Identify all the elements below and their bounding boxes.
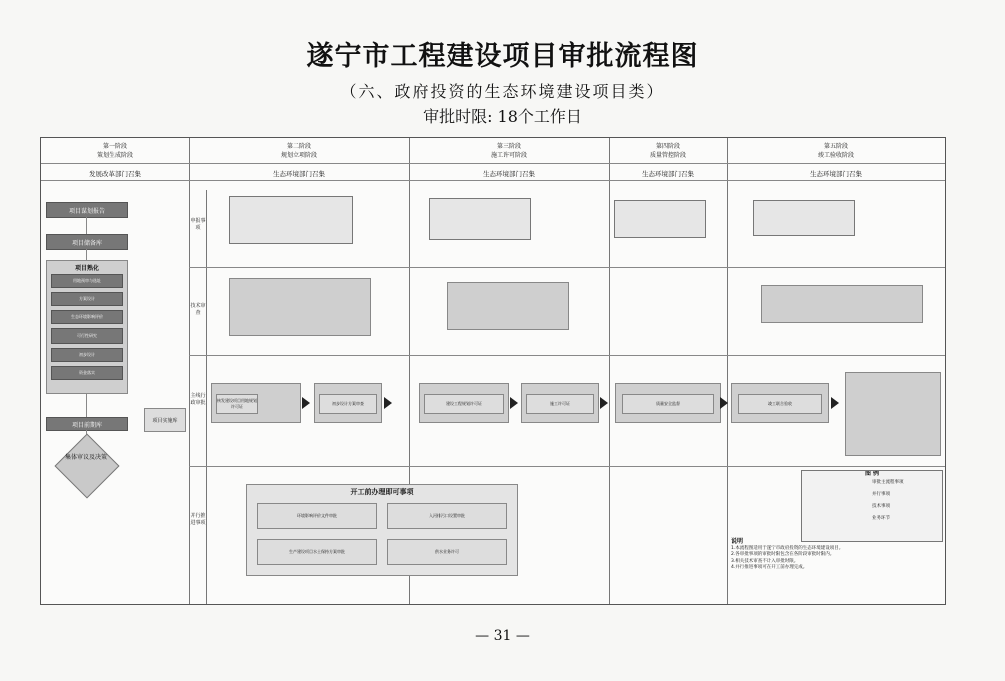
- flow-arrow: [510, 397, 518, 409]
- decision-diamond: [54, 433, 119, 498]
- stage-5-dept: 生态环境部门召集: [810, 170, 862, 178]
- stage-4-header: 第四阶段 质量管控阶段: [649, 143, 686, 159]
- stage-3-header: 第三阶段 施工许可阶段: [490, 143, 527, 159]
- stage-1-dept: 发展改革部门召集: [89, 170, 141, 178]
- page-title: 遂宁市工程建设项目审批流程图: [306, 41, 699, 72]
- stage-5-main: 竣工联合验收: [731, 383, 829, 423]
- row-label-parallel: 并行推进事项: [190, 513, 206, 526]
- stage-3-dept: 生态环境部门召集: [483, 170, 535, 178]
- maturation-item: 用地预审与选址: [51, 274, 123, 288]
- page-number: — 31 —: [475, 628, 530, 644]
- stage-2-tech-group: [229, 278, 371, 336]
- stage-3-main-b: 施工许可证: [521, 383, 599, 423]
- row-label-apply: 申报事项: [190, 218, 206, 231]
- maturation-item: 资金落实: [51, 366, 123, 380]
- row-label-main: 主线行政审批: [190, 393, 206, 406]
- decision-text: 集体审议及决策: [64, 454, 107, 461]
- stage-2-main-b: 初步设计方案审查: [314, 383, 382, 423]
- flow-arrow: [302, 397, 310, 409]
- parallel-items-group: 开工前办理即可事项 环境影响评价文件审批 入河排污口设置审批 生产建设项目水土保持方案审批 供水业务许可: [246, 484, 518, 576]
- notes: 说明 1.本流程图适用于遂宁市政府投资的生态环境建设项目。 2.各审批事项的审批时限包含在各阶段审批时限内。 3.相关技术审查不计入审批时限。 4.并行推进事项可在开工前办理完成。: [731, 538, 844, 570]
- stage-1-header: 第一阶段 策划生成阶段: [96, 143, 133, 159]
- project-reserve-pool: 项目储备库: [46, 234, 128, 250]
- maturation-item: 生态环境影响评价: [51, 310, 123, 324]
- stage-2-apply-box: [229, 196, 353, 244]
- stage-3-apply-box: [429, 198, 531, 240]
- stage-2-dept: 生态环境部门召集: [273, 170, 325, 178]
- stage-4-apply-box: [614, 200, 706, 238]
- maturation-item: 初步设计: [51, 348, 123, 362]
- legend: 图 例 审批主流程事项 并行事项 技术事项 业务环节: [801, 470, 943, 542]
- stage-5-parallel-acceptance: [845, 372, 941, 456]
- maturation-item: 可行性研究: [51, 328, 123, 344]
- stage-5-apply-box: [753, 200, 855, 236]
- stage-4-main: 质量安全监督: [615, 383, 721, 423]
- time-limit: 审批时限: 18个工作日: [423, 107, 582, 126]
- stage-4-dept: 生态环境部门召集: [642, 170, 694, 178]
- stage-2-main-a: 核发建设项目用地规划许可证: [211, 383, 301, 423]
- stage-3-main-a: 建设工程规划许可证: [419, 383, 509, 423]
- maturation-item: 方案设计: [51, 292, 123, 306]
- row-label-tech: 技术审查: [190, 303, 206, 316]
- project-maturation-group: 项目熟化: [46, 260, 128, 394]
- flow-arrow: [720, 397, 728, 409]
- page-subtitle: （六、政府投资的生态环境建设项目类）: [340, 82, 665, 101]
- stage-2-header: 第二阶段 规划立项阶段: [280, 143, 317, 159]
- flow-arrow: [384, 397, 392, 409]
- stage-5-header: 第五阶段 竣工验收阶段: [817, 143, 854, 159]
- flowchart-frame: [40, 137, 946, 605]
- stage-3-tech-group: [447, 282, 569, 330]
- project-plan-report: 项目谋划报告: [46, 202, 128, 218]
- project-pre-pool: 项目前期库: [46, 417, 128, 431]
- flow-arrow: [600, 397, 608, 409]
- implementation-pool: 项目实施库: [144, 408, 186, 432]
- flow-arrow: [831, 397, 839, 409]
- stage-5-tech-group: [761, 285, 923, 323]
